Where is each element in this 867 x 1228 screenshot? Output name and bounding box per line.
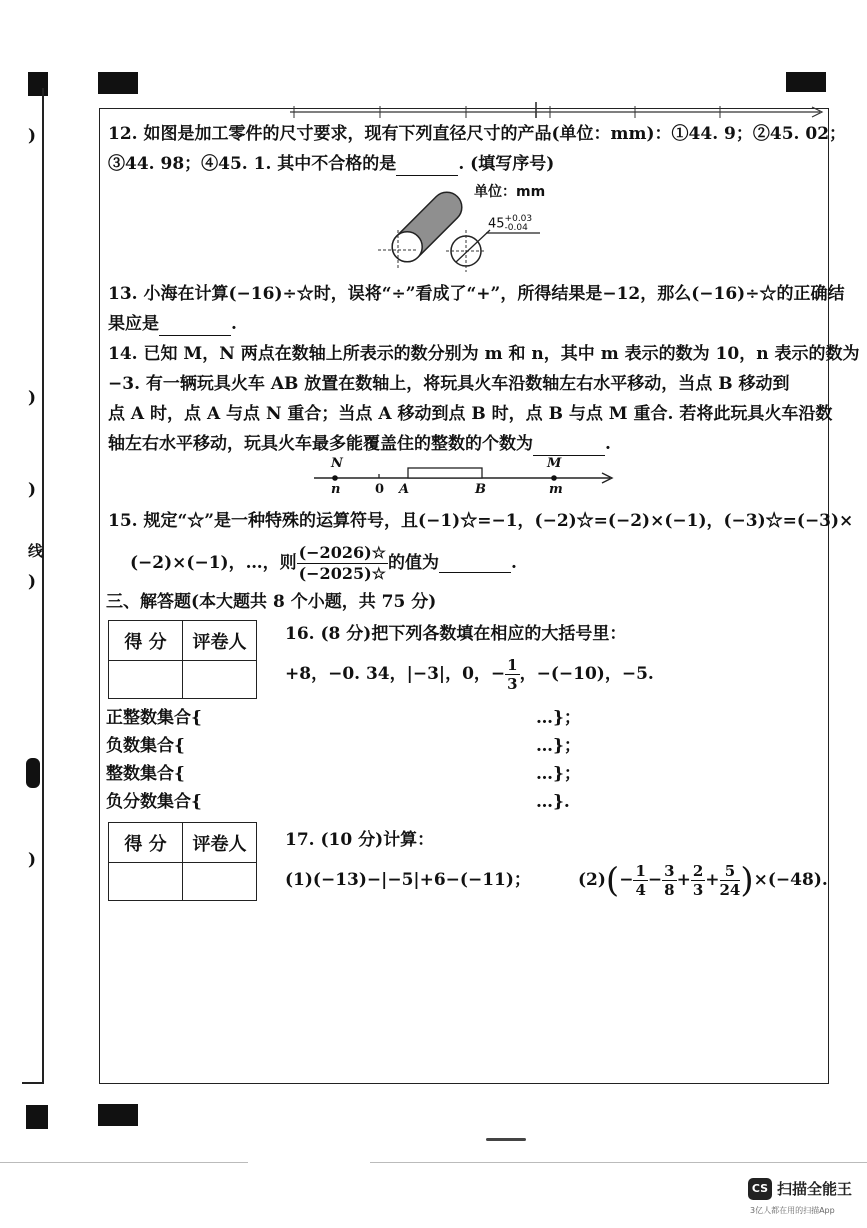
q15-line1: 15. 规定“☆”是一种特殊的运算符号，且(−1)☆=−1，(−2)☆=(−2)×(−1)，(−3)☆=(−3)× <box>108 511 854 531</box>
point-m-label: m <box>549 482 563 497</box>
q15-fraction-denominator: (−2025)☆ <box>298 564 386 583</box>
q16-numbers-a: +8，−0. 34，|−3|，0，− <box>285 664 506 684</box>
set-integers-label: 整数集合{ <box>106 764 185 784</box>
q17-frac2-num: 3 <box>664 862 675 880</box>
margin-paren: ) <box>28 388 37 408</box>
q13-line2-text: 果应是 <box>108 314 159 334</box>
q15-fraction-numerator: (−2026)☆ <box>298 543 386 562</box>
q15-line2-text: (−2)×(−1)，…，则 <box>130 553 297 573</box>
q16-fraction <box>505 656 519 693</box>
q14-line1: 14. 已知 M，N 两点在数轴上所表示的数分别为 m 和 n，其中 m 表示的数为 10，n 表示的数为 <box>108 344 860 364</box>
set-positive-integers-label: 正整数集合{ <box>106 708 202 728</box>
margin-paren: ) <box>28 572 37 592</box>
q13-line1: 13. 小海在计算(−16)÷☆时，误将“÷”看成了“+”，所得结果是−12，那么(−16)÷☆的正确结 <box>108 284 845 304</box>
registration-mark-top-left <box>28 72 48 96</box>
q15-line2 <box>130 538 517 588</box>
point-n-label: n <box>331 482 341 497</box>
q16-fraction-denominator: 3 <box>507 675 518 693</box>
scan-edge-line <box>370 1162 867 1163</box>
grader-header: 评卷人 <box>183 823 257 863</box>
q13-line2-tail: . <box>231 314 237 334</box>
registration-mark-top-second <box>98 72 138 94</box>
q17-part2-prefix: (2) <box>578 870 606 890</box>
set-negative-fractions-end: …}. <box>536 792 570 812</box>
q14-number-line <box>310 458 620 498</box>
q17-frac4-num: 5 <box>720 862 741 881</box>
q17-title: 17. (10 分)计算： <box>285 830 435 850</box>
q14-line4-text: 轴左右水平移动，玩具火车最多能覆盖住的整数的个数为 <box>108 434 533 454</box>
margin-ink-mark <box>26 758 40 788</box>
point-M-label: M <box>547 456 562 471</box>
q16-numbers-b: ，−(−10)，−5. <box>519 664 654 684</box>
margin-paren: ) <box>28 480 37 500</box>
q16-title: 16. (8 分)把下列各数填在相应的大括号里： <box>285 624 627 644</box>
q15-line2-mid: 的值为 <box>388 553 439 573</box>
grader-cell[interactable] <box>183 863 257 901</box>
leader-line <box>486 230 542 236</box>
score-table-q16 <box>108 620 257 699</box>
q12-unit-label: 单位：mm <box>474 184 546 200</box>
q17-op3: + <box>705 870 720 890</box>
q17-frac1-num: 1 <box>635 862 646 880</box>
margin-xian-label: 线 <box>28 542 44 560</box>
origin-label: 0 <box>375 482 385 497</box>
score-header: 得 分 <box>109 823 183 863</box>
margin-paren: ) <box>28 126 37 146</box>
set-positive-integers-end: …}； <box>536 708 581 728</box>
registration-mark-top-right <box>786 72 826 92</box>
q12-line1: 12. 如图是加工零件的尺寸要求，现有下列直径尺寸的产品(单位：mm)：①44. 9；②45. 02； <box>108 124 847 144</box>
registration-mark-bottom-second <box>98 1104 138 1126</box>
q17-frac4-den: 24 <box>719 881 741 899</box>
score-header: 得 分 <box>109 621 183 661</box>
point-N-label: N <box>331 456 343 471</box>
q14-line4 <box>108 432 611 456</box>
set-negatives-end: …}； <box>536 736 581 756</box>
q12-line2-text: ③44. 98；④45. 1. 其中不合格的是 <box>108 154 397 174</box>
grader-cell[interactable] <box>183 661 257 699</box>
tolerance-lower: -0.04 <box>504 223 528 233</box>
right-paren: ) <box>740 860 754 901</box>
camscanner-logo-icon: CS <box>748 1178 772 1200</box>
set-integers-end: …}； <box>536 764 581 784</box>
q17-neg: − <box>619 870 634 890</box>
q17-frac3-num: 2 <box>692 862 704 880</box>
q17-frac3-den: 3 <box>692 881 704 899</box>
q15-fraction <box>297 543 388 584</box>
q17-frac4 <box>720 862 741 899</box>
set-negatives-label: 负数集合{ <box>106 736 185 756</box>
q12-line2 <box>108 152 554 176</box>
q13-answer-blank[interactable] <box>159 317 231 336</box>
binding-line <box>42 88 44 1084</box>
q17-part2-suffix: ×(−48). <box>753 870 828 890</box>
q17-frac1-den: 4 <box>635 881 646 899</box>
q16-fraction-numerator: 1 <box>507 656 518 674</box>
margin-paren: ) <box>28 850 37 870</box>
q13-line2 <box>108 312 237 336</box>
tolerance-upper: +0.03 <box>504 214 533 224</box>
q15-line2-tail: . <box>511 553 517 573</box>
score-cell[interactable] <box>109 661 183 699</box>
q17-frac1 <box>633 862 647 899</box>
q17-op1: − <box>647 870 663 890</box>
q12-answer-blank[interactable] <box>396 157 458 176</box>
q16-numbers <box>285 652 654 696</box>
set-negative-fractions-label: 负分数集合{ <box>106 792 202 812</box>
section3-heading: 三、解答题(本大题共 8 个小题，共 75 分) <box>106 592 437 612</box>
q12-line2-tail: . (填写序号) <box>458 154 555 174</box>
q17-frac2-den: 8 <box>664 881 675 899</box>
q17-part1: (1)(−13)−|−5|+6−(−11)； <box>285 870 531 890</box>
grader-header: 评卷人 <box>183 621 257 661</box>
q14-line2: −3. 有一辆玩具火车 AB 放置在数轴上，将玩具火车沿数轴左右水平移动，当点 B 移动到 <box>108 374 790 394</box>
point-B-label: B <box>475 482 486 497</box>
registration-mark-bottom-left <box>26 1105 48 1129</box>
left-paren: ( <box>605 860 620 901</box>
q14-line3: 点 A 时，点 A 与点 N 重合；当点 A 移动到点 B 时，点 B 与点 M 重合. 若将此玩具火车沿数 <box>108 404 833 424</box>
pencil-number-line <box>280 100 830 120</box>
diameter-base: 45 <box>488 216 505 232</box>
q17-frac3 <box>691 862 705 899</box>
q14-answer-blank[interactable] <box>533 437 605 456</box>
binding-line-foot <box>22 1082 44 1084</box>
camscanner-tagline: 3亿人都在用的扫描App <box>750 1206 835 1215</box>
q17-part2 <box>578 852 828 908</box>
scan-edge-line <box>0 1162 248 1163</box>
q15-answer-blank[interactable] <box>439 554 511 573</box>
score-cell[interactable] <box>109 863 183 901</box>
q17-op2: + <box>676 870 691 890</box>
scan-speck <box>486 1138 526 1141</box>
camscanner-name: 扫描全能王 <box>777 1180 853 1198</box>
score-table-q17 <box>108 822 257 901</box>
q14-line4-tail: . <box>605 434 611 454</box>
q17-frac2 <box>662 862 676 899</box>
point-A-label: A <box>399 482 410 497</box>
